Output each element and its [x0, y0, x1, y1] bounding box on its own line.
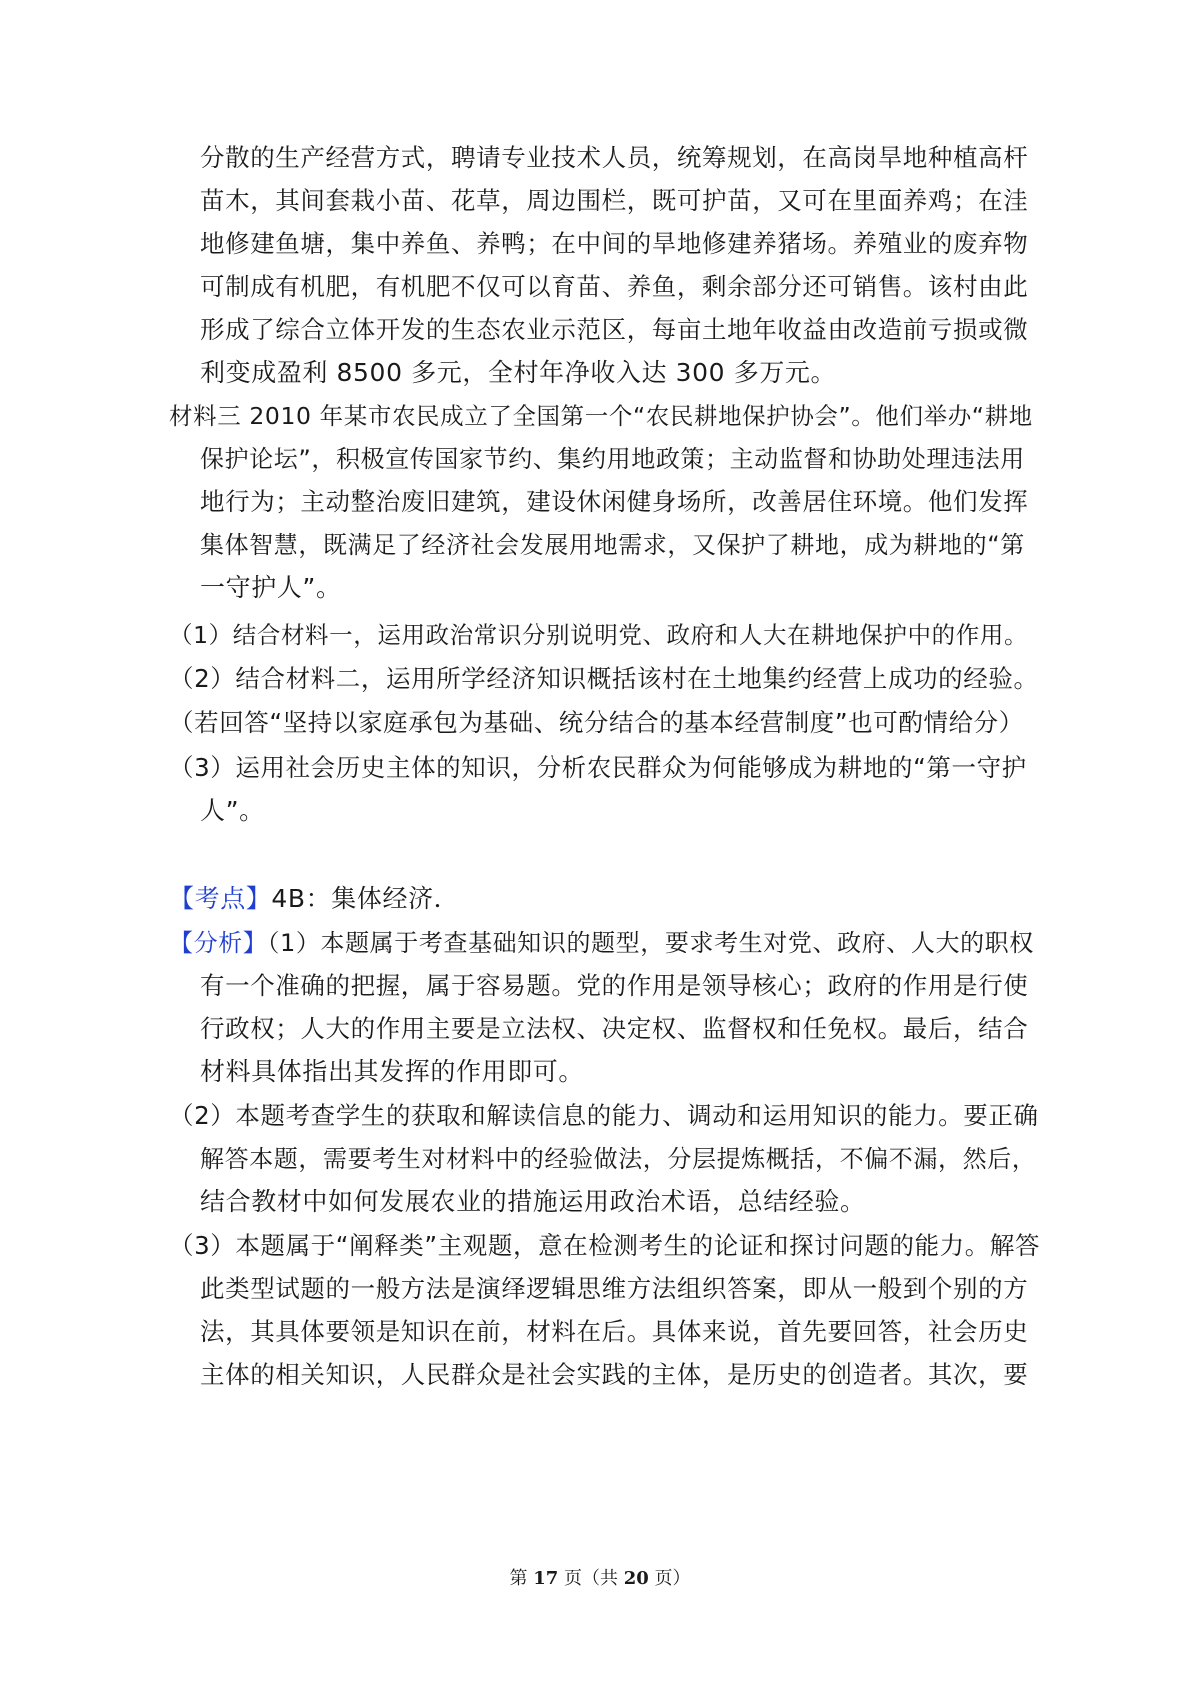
material2-line: 形成了综合立体开发的生态农业示范区，每亩土地年收益由改造前亏损或微 — [200, 315, 1029, 344]
material3-line: 材料三 2010 年某市农民成立了全国第一个“农民耕地保护协会”。他们举办“耕地 — [169, 402, 1033, 430]
kaodian-line — [169, 884, 459, 914]
fenxi-line: （2）本题考查学生的获取和解读信息的能力、调动和运用知识的能力。要正确 — [169, 1101, 1039, 1130]
fenxi-line: 结合教材中如何发展农业的措施运用政治术语，总结经验。 — [200, 1187, 866, 1216]
material3-line: 保护论坛”，积极宣传国家节约、集约用地政策；主动监督和协助处理违法用 — [200, 445, 1025, 473]
fenxi-line: 有一个准确的把握，属于容易题。党的作用是领导核心；政府的作用是行使 — [200, 971, 1029, 1000]
footer-suffix: 页） — [648, 1568, 691, 1589]
fenxi-line: （3）本题属于“阐释类”主观题，意在检测考生的论证和探讨问题的能力。解答 — [169, 1231, 1041, 1260]
material3-line: 集体智慧，既满足了经济社会发展用地需求，又保护了耕地，成为耕地的“第 — [200, 531, 1025, 559]
fenxi-line: 此类型试题的一般方法是演绎逻辑思维方法组织答案，即从一般到个别的方 — [200, 1274, 1029, 1303]
material3-line: 地行为；主动整治废旧建筑，建设休闲健身场所，改善居住环境。他们发挥 — [200, 487, 1029, 516]
footer-page-number: 17 — [533, 1568, 559, 1589]
material2-line: 苗木，其间套栽小苗、花草，周边围栏，既可护苗，又可在里面养鸡；在洼 — [200, 186, 1029, 215]
question-line: （1）结合材料一，运用政治常识分别说明党、政府和人大在耕地保护中的作用。 — [169, 621, 1029, 649]
question-line: （若回答“坚持以家庭承包为基础、统分结合的基本经营制度”也可酌情给分） — [169, 708, 1024, 737]
fenxi-line: 法，其具体要领是知识在前，材料在后。具体来说，首先要回答，社会历史 — [200, 1317, 1029, 1346]
footer-prefix: 第 — [509, 1568, 534, 1589]
footer-middle: 页（共 — [558, 1568, 624, 1589]
material2-line: 可制成有机肥，有机肥不仅可以育苗、养鱼，剩余部分还可销售。该村由此 — [200, 272, 1029, 301]
footer-total-pages: 20 — [623, 1568, 649, 1589]
fenxi-first-line — [169, 928, 1034, 958]
material3-line: 一守护人”。 — [200, 573, 342, 602]
fenxi-line: 行政权；人大的作用主要是立法权、决定权、监督权和任免权。最后，结合 — [200, 1014, 1029, 1043]
question-line: （3）运用社会历史主体的知识，分析农民群众为何能够成为耕地的“第一守护 — [169, 753, 1027, 782]
fenxi-tag: 【分析】 — [169, 929, 268, 957]
material2-line: 分散的生产经营方式，聘请专业技术人员，统筹规划，在高岗旱地种植高杆 — [200, 143, 1029, 172]
kaodian-text: 4B：集体经济． — [271, 884, 460, 913]
question-line: 人”。 — [200, 796, 265, 825]
page-footer — [0, 1568, 1200, 1590]
fenxi-line: 材料具体指出其发挥的作用即可。 — [200, 1057, 585, 1086]
fenxi-line: 主体的相关知识，人民群众是社会实践的主体，是历史的创造者。其次，要 — [200, 1360, 1029, 1389]
question-line: （2）结合材料二，运用所学经济知识概括该村在土地集约经营上成功的经验。 — [169, 664, 1039, 693]
kaodian-tag: 【考点】 — [169, 884, 272, 913]
fenxi-first-text: （1）本题属于考查基础知识的题型，要求考生对党、政府、人大的职权 — [267, 929, 1034, 957]
fenxi-line: 解答本题，需要考生对材料中的经验做法，分层提炼概括，不偏不漏，然后， — [200, 1145, 1037, 1173]
material2-line: 地修建鱼塘，集中养鱼、养鸭；在中间的旱地修建养猪场。养殖业的废弃物 — [200, 229, 1029, 258]
material2-line: 利变成盈利 8500 多元，全村年净收入达 300 多万元。 — [200, 358, 837, 387]
